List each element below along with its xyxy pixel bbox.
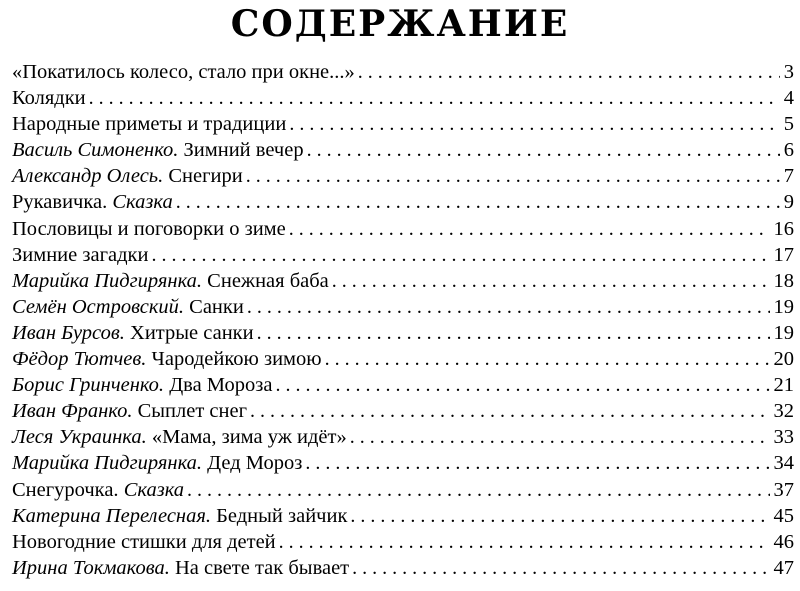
- entry-genre: Сказка: [123, 478, 185, 501]
- page-title: СОДЕРЖАНИЕ: [230, 3, 570, 45]
- toc-entry: [12, 268, 794, 294]
- dot-leader: [257, 320, 770, 346]
- dot-leader: [151, 242, 769, 268]
- entry-work-title: Зимние загадки: [12, 243, 149, 266]
- page-number: 16: [773, 217, 794, 240]
- entry-author: Семён Островский.: [12, 295, 185, 318]
- entry-work-title: Снегурочка.: [12, 478, 119, 501]
- toc-entry: [12, 372, 794, 398]
- entry-work-title: Пословицы и поговорки о зиме: [12, 217, 286, 240]
- toc-entry: [12, 59, 794, 85]
- toc-entry: [12, 137, 794, 163]
- dot-leader: [289, 216, 770, 242]
- toc-entry: [12, 477, 794, 503]
- entry-title: [12, 555, 349, 581]
- entry-title: [12, 450, 302, 476]
- entry-work-title: Бедный зайчик: [216, 504, 348, 527]
- page-number: 32: [773, 400, 794, 423]
- entry-work-title: Новогодние стишки для детей: [12, 530, 276, 553]
- entry-title: [12, 503, 347, 529]
- page-number: 5: [783, 113, 794, 136]
- dot-leader: [307, 137, 780, 163]
- page-number: 6: [783, 139, 794, 162]
- page-number: 4: [783, 87, 794, 110]
- page-number: 45: [773, 504, 794, 527]
- entry-work-title: Хитрые санки: [130, 321, 254, 344]
- entry-work-title: Чародейкою зимою: [151, 348, 322, 371]
- page-number: 7: [783, 165, 794, 188]
- toc-entry: [12, 163, 794, 189]
- entry-work-title: Два Мороза: [169, 374, 273, 397]
- toc-entry: [12, 398, 794, 424]
- toc-entry: [12, 189, 794, 215]
- table-of-contents: [12, 59, 794, 581]
- entry-title: [12, 320, 254, 346]
- entry-work-title: На свете так бывает: [175, 556, 350, 579]
- entry-author: Ирина Токмакова.: [12, 556, 170, 579]
- dot-leader: [89, 85, 780, 111]
- entry-title: [12, 398, 247, 424]
- page-number: 20: [773, 348, 794, 371]
- entry-author: Борис Гринченко.: [12, 374, 165, 397]
- entry-author: Марийка Пидгирянка.: [12, 452, 203, 475]
- dot-leader: [358, 59, 780, 85]
- dot-leader: [187, 477, 769, 503]
- entry-work-title: Народные приметы и традиции: [12, 113, 287, 136]
- dot-leader: [250, 398, 770, 424]
- entry-work-title: Рукавичка.: [12, 191, 108, 214]
- toc-entry: [12, 424, 794, 450]
- entry-title: [12, 294, 244, 320]
- dot-leader: [176, 189, 780, 215]
- page-number: 33: [773, 426, 794, 449]
- entry-author: Фёдор Тютчев.: [12, 348, 147, 371]
- dot-leader: [325, 346, 770, 372]
- page-number: 19: [773, 295, 794, 318]
- entry-work-title: «Мама, зима уж идёт»: [151, 426, 347, 449]
- toc-entry: [12, 111, 794, 137]
- toc-entry: [12, 294, 794, 320]
- page-number: 34: [773, 452, 794, 475]
- page-number: 9: [783, 191, 794, 214]
- entry-title: [12, 137, 304, 163]
- entry-title: [12, 372, 272, 398]
- toc-entry: [12, 242, 794, 268]
- entry-title: [12, 268, 329, 294]
- entry-title: [12, 59, 355, 85]
- entry-author: Василь Симоненко.: [12, 139, 179, 162]
- entry-title: [12, 529, 276, 555]
- dot-leader: [289, 111, 779, 137]
- entry-title: [12, 163, 243, 189]
- entry-title: [12, 346, 322, 372]
- dot-leader: [305, 450, 769, 476]
- entry-genre: Сказка: [112, 191, 173, 214]
- entry-work-title: «Покатилось колесо, стало при окне...»: [12, 61, 355, 83]
- toc-entry: [12, 503, 794, 529]
- toc-entry: [12, 346, 794, 372]
- dot-leader: [275, 372, 769, 398]
- entry-work-title: Сыплет снег: [137, 400, 247, 423]
- entry-author: Катерина Перелесная.: [12, 504, 212, 527]
- dot-leader: [279, 529, 770, 555]
- page-number: 47: [773, 556, 794, 579]
- toc-entry: [12, 216, 794, 242]
- dot-leader: [350, 503, 769, 529]
- page-number: 21: [773, 374, 794, 397]
- entry-title: [12, 216, 286, 242]
- page-number: 37: [773, 478, 794, 501]
- entry-title: [12, 242, 148, 268]
- toc-entry: [12, 85, 794, 111]
- toc-entry: [12, 450, 794, 476]
- dot-leader: [350, 424, 770, 450]
- dot-leader: [332, 268, 770, 294]
- entry-author: Леся Украинка.: [12, 426, 147, 449]
- dot-leader: [352, 555, 769, 581]
- entry-author: Александр Олесь.: [12, 165, 164, 188]
- entry-author: Марийка Пидгирянка.: [12, 269, 203, 292]
- page-number: 3: [783, 61, 794, 83]
- entry-title: [12, 85, 86, 111]
- entry-author: Иван Франко.: [12, 400, 133, 423]
- page-number: 46: [773, 530, 794, 553]
- page-number: 19: [773, 321, 794, 344]
- page-number: 17: [773, 243, 794, 266]
- entry-work-title: Снегири: [168, 165, 243, 188]
- dot-leader: [246, 163, 780, 189]
- toc-entry: [12, 320, 794, 346]
- toc-entry: [12, 529, 794, 555]
- entry-work-title: Зимний вечер: [183, 139, 304, 162]
- dot-leader: [247, 294, 770, 320]
- page-number: 18: [773, 269, 794, 292]
- entry-title: [12, 424, 347, 450]
- entry-title: [12, 477, 184, 503]
- toc-entry: [12, 555, 794, 581]
- entry-title: [12, 189, 173, 215]
- entry-work-title: Санки: [189, 295, 244, 318]
- entry-title: [12, 111, 286, 137]
- entry-author: Иван Бурсов.: [12, 321, 125, 344]
- entry-work-title: Колядки: [12, 87, 86, 110]
- entry-work-title: Снежная баба: [207, 269, 329, 292]
- entry-work-title: Дед Мороз: [207, 452, 303, 475]
